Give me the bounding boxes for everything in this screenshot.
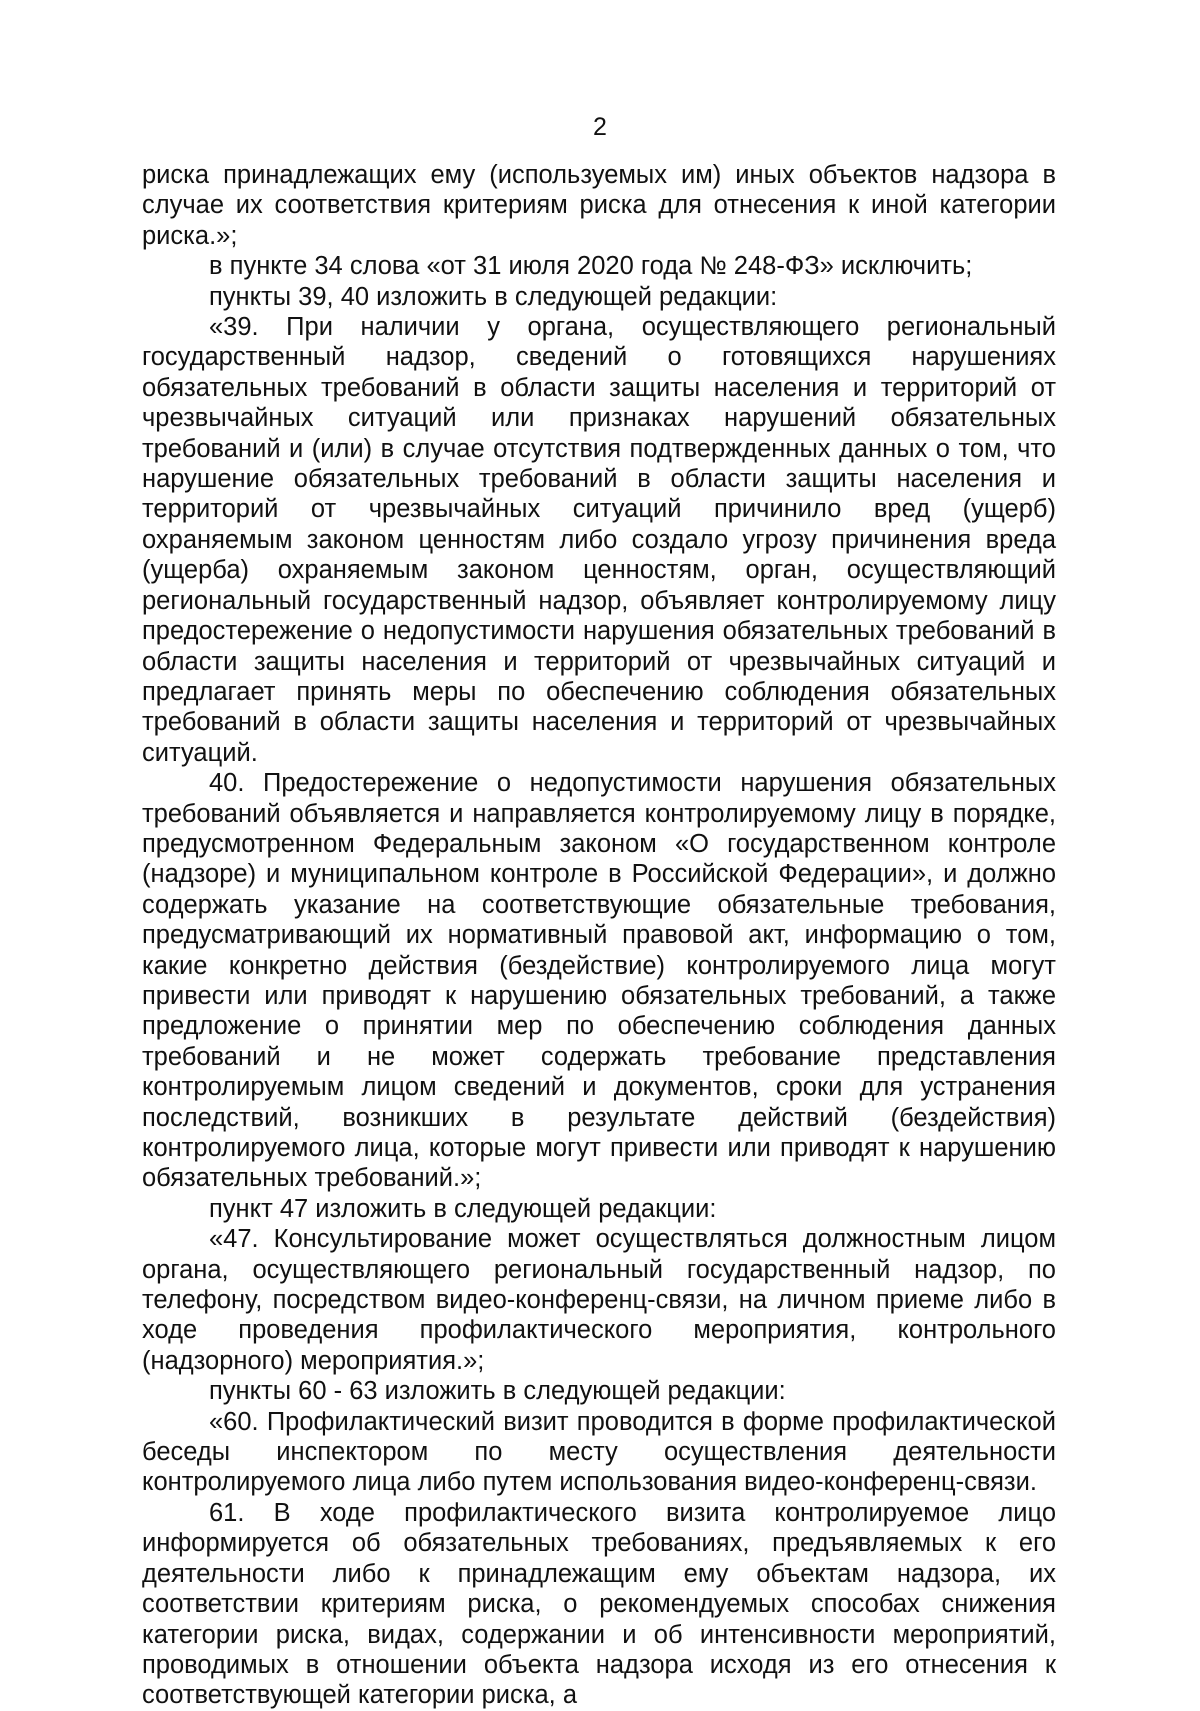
paragraph-continuation: риска принадлежащих ему (используемых им) иных объектов надзора в случае их соответствия критериям риска для отнесения к иной категории риска.»; [142,161,1056,250]
paragraph-points-60-63-intro: пункты 60 - 63 изложить в следующей редакции: [209,1377,786,1406]
paragraph-point-47: «47. Консультирование может осуществляться должностным лицом органа, осуществляющего региональный государственный надзор, по телефону, посредством видео-конференц-связи, на личном приеме либо в ходе проведения профилактического мероприятия, контрольного (надзорного) мероприятия.»; [142,1225,1056,1375]
paragraph-point-60: «60. Профилактический визит проводится в форме профилактической беседы инспектором по месту осуществления деятельности контролируемого лица либо путем использования видео-конференц-связи. [142,1407,1056,1497]
paragraph-point-34: в пункте 34 слова «от 31 июля 2020 года № 248-ФЗ» исключить; [209,252,973,281]
paragraph-point-39: «39. При наличии у органа, осуществляющего региональный государственный надзор, сведений о готовящихся нарушениях обязательных требований в области защиты населения и территорий от чрезвычайных ситуаций или признаках нарушений обязательных требований и (или) в случае отсутствия подтвержденных данных о том, что нарушение обязательных требований в области защиты населения и территорий от чрезвычайных ситуаций причинило вред (ущерб) охраняемым законом ценностям либо создало угрозу причинения вреда (ущерба) охраняемым законом ценностям, орган, осуществляющий региональный государственный надзор, объявляет контролируемому лицу предостережение о недопустимости нарушения обязательных требований в области защиты населения и территорий от чрезвычайных ситуаций и предлагает принять меры по обеспечению соблюдения обязательных требований в области защиты населения и территорий от чрезвычайных ситуаций. [142,313,1056,767]
paragraph-points-39-40-intro: пункты 39, 40 изложить в следующей редакции: [209,282,778,311]
paragraph-point-47-intro: пункт 47 изложить в следующей редакции: [209,1194,717,1223]
paragraph-point-40: 40. Предостережение о недопустимости нарушения обязательных требований объявляется и направляется контролируемому лицу в порядке, предусмотренном Федеральным законом «О государственном контроле (надзоре) и муниципальном контроле в Российской Федерации», и должно содержать указание на соответствующие обязательные требования, предусматривающий их нормативный правовой акт, информацию о том, какие конкретно действия (бездействие) контролируемого лица могут привести или приводят к нарушению обязательных требований, а также предложение о принятии мер по обеспечению соблюдения данных требований и не может содержать требование представления контролируемым лицом сведений и документов, сроки для устранения последствий, возникших в результате действий (бездействия) контролируемого лица, которые могут привести или приводят к нарушению обязательных требований.»; [142,769,1056,1193]
document-body [142,160,1056,1711]
paragraph-point-61: 61. В ходе профилактического визита контролируемое лицо информируется об обязательных требованиях, предъявляемых к его деятельности либо к принадлежащим ему объектам надзора, их соответствии критериям риска, о рекомендуемых способах снижения категории риска, видах, содержании и об интенсивности мероприятий, проводимых в отношении объекта надзора исходя из его отнесения к соответствующей категории риска, а [142,1498,1056,1710]
page-number: 2 [593,113,607,141]
